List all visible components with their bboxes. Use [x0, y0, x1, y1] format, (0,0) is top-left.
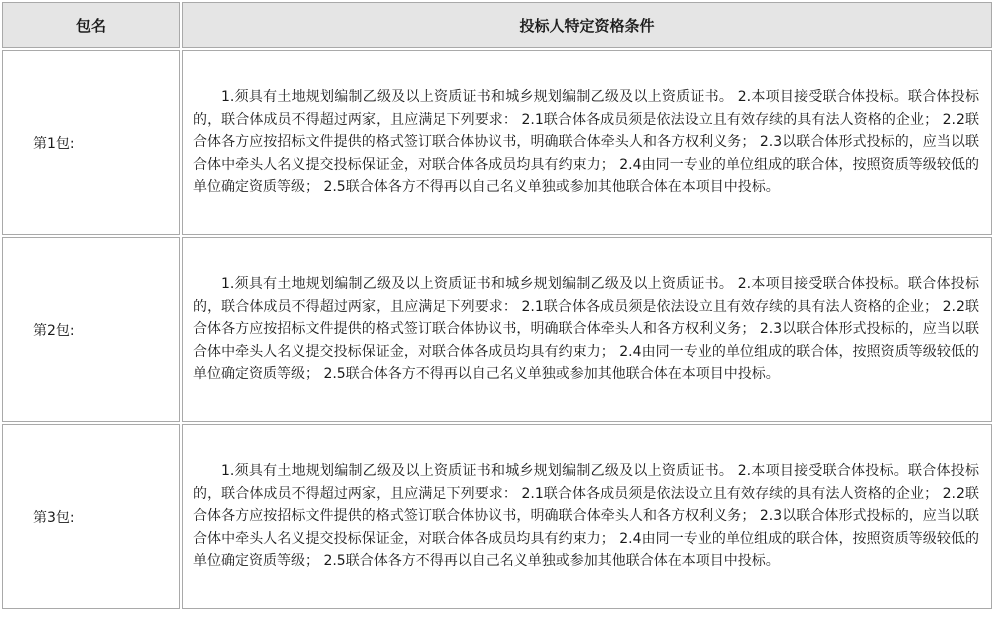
header-qualification-conditions: 投标人特定资格条件	[182, 2, 992, 48]
table-row	[2, 424, 992, 609]
conditions-text: 1.须具有土地规划编制乙级及以上资质证书和城乡规划编制乙级及以上资质证书。 2.本项目接受联合体投标。联合体投标的，联合体成员不得超过两家，且应满足下列要求： 2.1联合体各成员须是依法设立且有效存续的具有法人资格的企业； 2.2联合体各方应按招标文件提供的格式签订联合体协议书，明确联合体牵头人和各方权利义务； 2.3以联合体形式投标的，应当以联合体中牵头人名义提交投标保证金，对联合体各成员均具有约束力； 2.4由同一专业的单位组成的联合体，按照资质等级较低的单位确定资质等级； 2.5联合体各方不得再以自己名义单独或参加其他联合体在本项目中投标。	[193, 89, 979, 196]
header-package-name: 包名	[2, 2, 180, 48]
conditions-text: 1.须具有土地规划编制乙级及以上资质证书和城乡规划编制乙级及以上资质证书。 2.本项目接受联合体投标。联合体投标的，联合体成员不得超过两家，且应满足下列要求： 2.1联合体各成员须是依法设立且有效存续的具有法人资格的企业； 2.2联合体各方应按招标文件提供的格式签订联合体协议书，明确联合体牵头人和各方权利义务； 2.3以联合体形式投标的，应当以联合体中牵头人名义提交投标保证金，对联合体各成员均具有约束力； 2.4由同一专业的单位组成的联合体，按照资质等级较低的单位确定资质等级； 2.5联合体各方不得再以自己名义单独或参加其他联合体在本项目中投标。	[193, 463, 979, 570]
conditions-cell	[182, 424, 992, 609]
conditions-text: 1.须具有土地规划编制乙级及以上资质证书和城乡规划编制乙级及以上资质证书。 2.本项目接受联合体投标。联合体投标的，联合体成员不得超过两家，且应满足下列要求： 2.1联合体各成员须是依法设立且有效存续的具有法人资格的企业； 2.2联合体各方应按招标文件提供的格式签订联合体协议书，明确联合体牵头人和各方权利义务； 2.3以联合体形式投标的，应当以联合体中牵头人名义提交投标保证金，对联合体各成员均具有约束力； 2.4由同一专业的单位组成的联合体，按照资质等级较低的单位确定资质等级； 2.5联合体各方不得再以自己名义单独或参加其他联合体在本项目中投标。	[193, 276, 979, 383]
package-name-cell: 第2包:	[2, 237, 180, 422]
table-row	[2, 237, 992, 422]
package-name-cell: 第1包:	[2, 50, 180, 235]
table-row	[2, 50, 992, 235]
table-header-row	[2, 2, 992, 48]
package-name-cell: 第3包:	[2, 424, 180, 609]
conditions-cell	[182, 50, 992, 235]
conditions-cell	[182, 237, 992, 422]
